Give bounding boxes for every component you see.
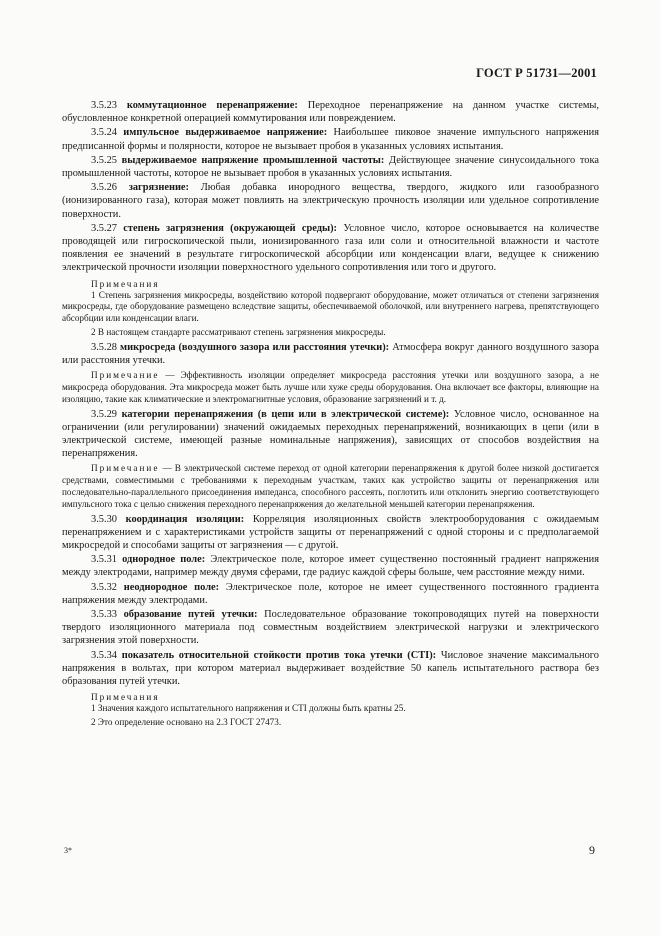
document-id: ГОСТ Р 51731—2001 bbox=[476, 66, 597, 80]
document-body bbox=[62, 99, 599, 731]
note-label: Примечание bbox=[91, 370, 160, 381]
term: степень загрязнения (окружающей среды): bbox=[123, 222, 338, 234]
clause-3-5-23: 3.5.23 коммутационное перенапряжение: Переходное перенапряжение на данном участке системы, обусловленное конкретной операцией коммутирования или повреждением. bbox=[62, 100, 599, 125]
term: выдерживаемое напряжение промышленной частоты: bbox=[121, 154, 385, 166]
note: 1 Значения каждого испытательного напряжения и СТI должны быть кратны 25. bbox=[91, 703, 406, 714]
term: неоднородное поле: bbox=[123, 581, 220, 593]
note: 1 Степень загрязнения микросреды, воздействию которой подвергают оборудование, может отличаться от степени загрязнения микросреды, где оборудование размещено вследствие защиты, обеспечиваемой оболочкой, или внутреннего нагрева, препятствующего абсорбции или конденсации влаги. bbox=[62, 289, 599, 324]
clause-3-5-32: 3.5.32 неоднородное поле: Электрическое поле, которое не имеет существенного постоянного градиента напряжения между электродами. bbox=[62, 581, 599, 606]
note: 2 В настоящем стандарте рассматривают степень загрязнения микросреды. bbox=[91, 327, 386, 338]
clause-3-5-29: 3.5.29 категории перенапряжения (в цепи или в электрической системе): Условное число, основанное на ограничении (или регулировании) значений ожидаемых переходных перенапряжений, возникающих в цепи (или в электрической системе, имеющей разные номинальные напряжения), зависящих от способов воздействия на перенапряжения. bbox=[62, 408, 599, 460]
clause-3-5-31: 3.5.31 однородное поле: Электрическое поле, которое имеет существенно постоянный градиент напряжения между электродами, например между двумя сферами, где радиус каждой сферы больше, чем расстояние между ними. bbox=[62, 554, 599, 579]
term: коммутационное перенапряжение: bbox=[126, 100, 298, 111]
clause-3-5-27: 3.5.27 степень загрязнения (окружающей среды): Условное число, которое основывается на количестве проводящей или гигроскопической пыли, ионизированного газа или соли и относительной влажности и частоте появления ее значений в результате гигроскопической абсорбции или конденсации влаги, ведущее к снижению электрической прочности изоляции поверхностного удельного сопротивления или того и другого. bbox=[62, 222, 599, 274]
clause-3-5-25: 3.5.25 выдерживаемое напряжение промышленной частоты: Действующее значение синусоидального тока промышленной частоты, которое не вызывает пробоя в указанных условиях испытания. bbox=[62, 154, 599, 180]
term: образование путей утечки: bbox=[123, 609, 258, 621]
clause-3-5-26: 3.5.26 загрязнение: Любая добавка инородного вещества, твердого, жидкого или газообразного (ионизированного газа), которая может повлиять на электрическую прочность изоляции или удельное сопротивление поверхности. bbox=[62, 182, 599, 220]
note: Примечание — В электрической системе переход от одной категории перенапряжения к другой более низкой достигается средствами, совместимыми с требованиями к переходным участкам, таких как устройство защиты от перенапряжения или последовательно-параллельного присоединения импеданса, способного рассеять, поглотить или отклонить энергию соответствующего импульсного тока с целью снижения переходного перенапряжения до желательной меньшей категории перенапряжения. bbox=[62, 463, 599, 509]
clause-3-5-28: 3.5.28 микросреда (воздушного зазора или расстояния утечки): Атмосфера вокруг данного воздушного зазора или расстояния утечки. bbox=[62, 341, 599, 367]
notes-heading: Примечания bbox=[91, 692, 160, 703]
note-label: Примечание bbox=[91, 463, 160, 474]
clause-3-5-34: 3.5.34 показатель относительной стойкости против тока утечки (СТI): Числовое значение максимального напряжения в вольтах, при котором материал выдерживает воздействие 50 капель испытательного раствора без образования путей утечки. bbox=[62, 649, 599, 688]
note: Примечание — Эффективность изоляции определяет микросреда расстояния утечки или воздушного зазора, а не микросреда оборудования. Эта микросреда может быть лучше или хуже среды оборудования. Она включает все факторы, влияющие на изоляцию, такие как климатические и электромагнитные условия, образование загрязнений и т. д. bbox=[62, 370, 599, 404]
note: 2 Это определение основано на 2.3 ГОСТ 27473. bbox=[91, 717, 282, 728]
clause-3-5-30: 3.5.30 координация изоляции: Корреляция изоляционных свойств электрооборудования с ожидаемым перенапряжением и с характеристиками устройств защиты от перенапряжений с одной стороны и с предполагаемой микросредой и способами защиты от загрязнения — с другой. bbox=[62, 513, 599, 552]
sheet-mark: 3* bbox=[64, 846, 72, 855]
term: однородное поле: bbox=[122, 554, 206, 566]
clause-3-5-24: 3.5.24 импульсное выдерживаемое напряжение: Наибольшее пиковое значение импульсного напряжения предписанной формы и полярности, которое не вызывает пробоя в указанных условиях испытания. bbox=[62, 127, 599, 152]
term: загрязнение: bbox=[128, 182, 189, 194]
term: категории перенапряжения (в цепи или в электрической системе): bbox=[121, 408, 450, 420]
notes-heading: Примечания bbox=[91, 278, 160, 289]
clause-3-5-33: 3.5.33 образование путей утечки: Последовательное образование токопроводящих путей на поверхности твердого изоляционного материала под совместным воздействием электрической нагрузки и электрического загрязнения этой поверхности. bbox=[62, 609, 599, 647]
term: координация изоляции: bbox=[125, 513, 245, 525]
term: микросреда (воздушного зазора или расстояния утечки): bbox=[120, 341, 390, 353]
term: показатель относительной стойкости против тока утечки (СТI): bbox=[121, 649, 437, 661]
page-number: 9 bbox=[589, 843, 595, 857]
term: импульсное выдерживаемое напряжение: bbox=[123, 127, 328, 139]
